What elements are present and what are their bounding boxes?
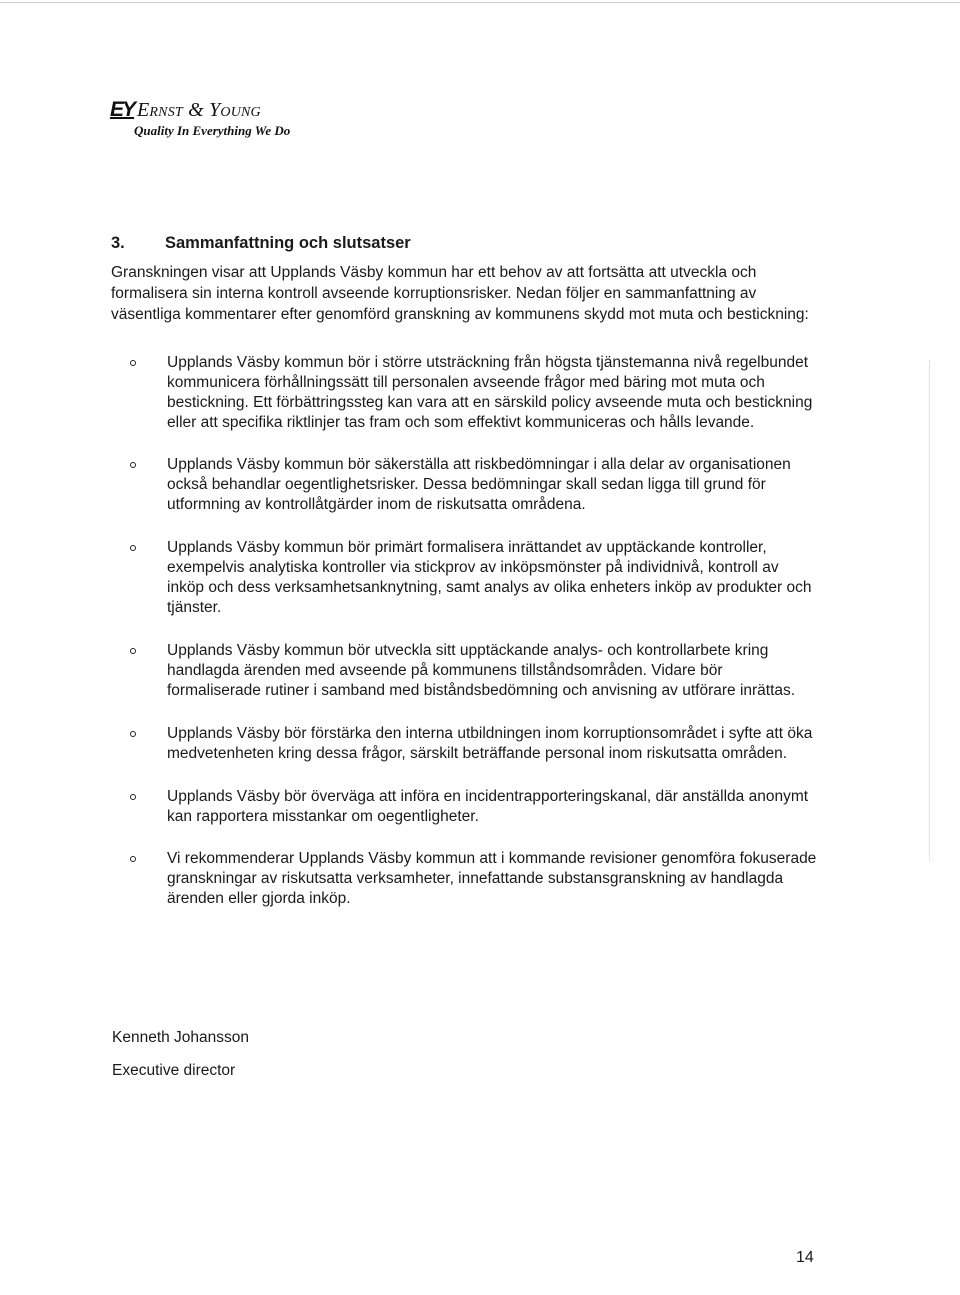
bullet-icon [130, 648, 136, 654]
list-item [130, 538, 820, 618]
signer-name: Kenneth Johansson [112, 1029, 250, 1046]
ey-logo-name: Ernst & Young [137, 98, 261, 121]
list-item [130, 724, 820, 764]
scan-top-edge [0, 2, 960, 3]
list-item-text: Upplands Väsby bör överväga att införa en incidentrapporteringskanal, där anställda anonymt kan rapportera misstankar om oegentligheter. [167, 788, 809, 825]
list-item-text: Upplands Väsby kommun bör säkerställa att riskbedömningar i alla delar av organisationen också behandlar oegentlighetsrisker. Dessa bedömningar skall sedan ligga till grund för utformning av kontrollåtgärder inom de riskutsatta områdena. [167, 456, 791, 513]
section-title: Sammanfattning och slutsatser [165, 234, 411, 252]
bullet-icon [130, 545, 136, 551]
recommendation-list [130, 353, 820, 909]
bullet-icon [130, 856, 136, 862]
list-item [130, 787, 820, 827]
signer-title: Executive director [112, 1062, 236, 1079]
bullet-icon [130, 794, 136, 800]
list-item-text: Upplands Väsby kommun bör i större utsträckning från högsta tjänstemanna nivå regelbundet kommunicera förhållningssätt till personalen avseende frågor med bäring mot muta och bestickning. Ett förbättringssteg kan vara att en särskild policy avseende muta och bestickning eller att specifika riktlinjer tas fram och som effektivt kommuniceras och hålls levande. [167, 354, 813, 431]
ey-logo-tagline: Quality In Everything We Do [134, 123, 291, 138]
scan-margin-mark [929, 360, 931, 860]
intro-paragraph: Granskningen visar att Upplands Väsby kommun har ett behov av att fortsätta att utveckla och formalisera sin interna kontroll avseende korruptionsrisker. Nedan följer en sammanfattning av väsentliga kommentarer efter genomförd granskning av kommunens skydd mot muta och bestickning: [111, 264, 809, 323]
page-number: 14 [796, 1249, 814, 1266]
ey-logo-mark: EY [110, 98, 135, 121]
list-item-text: Upplands Väsby kommun bör primärt formalisera inrättandet av upptäckande kontroller, exempelvis analytiska kontroller via stickprov av inköpsmönster på individnivå, kontroll av inköp och dess verksamhetsanknytning, samt analys av olika enheters inköp av produkter och tjänster. [167, 539, 812, 616]
list-item [130, 455, 820, 515]
list-item [130, 641, 820, 701]
ey-logo [110, 98, 290, 139]
list-item [130, 849, 820, 909]
list-item-text: Upplands Väsby bör förstärka den interna utbildningen inom korruptionsområdet i syfte att öka medvetenheten kring dessa frågor, särskilt beträffande personal inom riskutsatta områden. [167, 725, 813, 762]
bullet-icon [130, 462, 136, 468]
list-item [130, 353, 820, 433]
section-number: 3. [111, 234, 125, 252]
bullet-icon [130, 731, 136, 737]
list-item-text: Upplands Väsby kommun bör utveckla sitt upptäckande analys- och kontrollarbete kring handlagda ärenden med avseende på kommunens tillståndsområden. Vidare bör formaliserade rutiner i samband med biståndsbedömning och anvisning av utförare inrättas. [167, 642, 796, 699]
bullet-icon [130, 360, 136, 366]
list-item-text: Vi rekommenderar Upplands Väsby kommun att i kommande revisioner genomföra fokuserade granskningar av riskutsatta verksamheter, innefattande substansgranskning av handlagda ärenden eller gjorda inköp. [167, 850, 817, 907]
section-heading [111, 234, 411, 253]
